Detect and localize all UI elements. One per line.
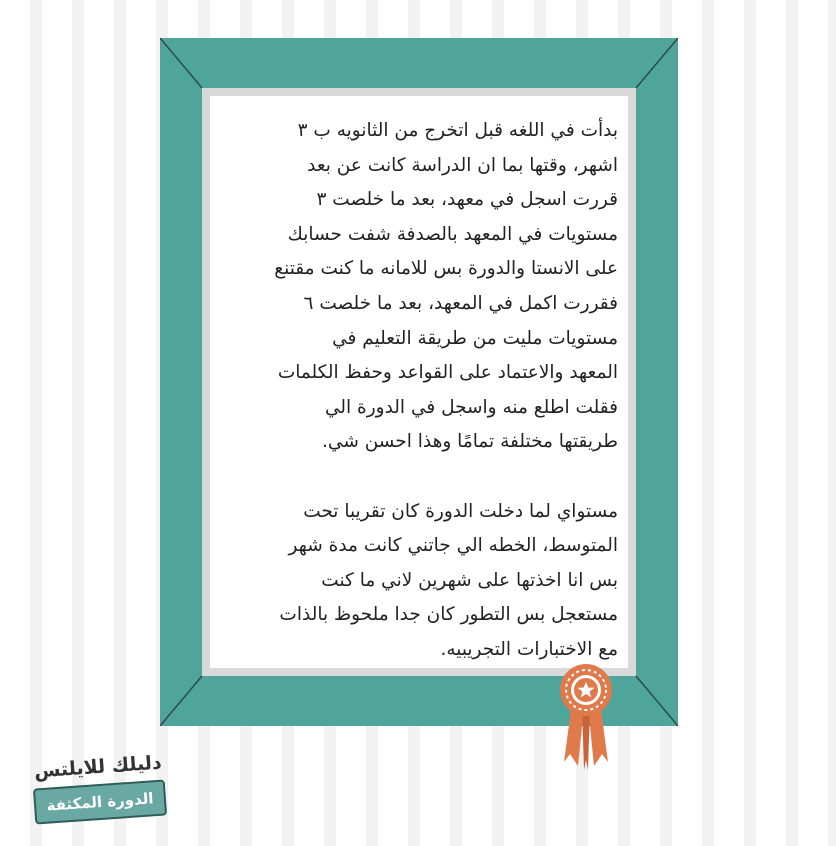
award-ribbon-icon — [558, 662, 614, 774]
testimonial-line: على الانستا والدورة بس للامانه ما كنت مقتنع — [274, 258, 618, 280]
testimonial-line: بدأت في اللغه قبل اتخرج من الثانويه ب ٣ — [297, 120, 618, 141]
testimonial-line: مستواي لما دخلت الدورة كان تقريبا تحت — [303, 500, 618, 522]
testimonial-line: اشهر، وقتها بما ان الدراسة كانت عن بعد — [307, 154, 618, 176]
testimonial-line: فقلت اطلع منه واسجل في الدورة الي — [324, 396, 618, 418]
testimonial-line: مع الاختبارات التجريبيه. — [440, 638, 618, 660]
testimonial-line: مستعجل بس التطور كان جدا ملحوظ بالذات — [279, 604, 618, 626]
testimonial-line: مستويات في المعهد بالصدفة شفت حسابك — [287, 223, 618, 245]
testimonial-line: طريقتها مختلفة تمامًا وهذا احسن شي. — [322, 431, 618, 453]
testimonial-line: قررت اسجل في معهد، بعد ما خلصت ٣ — [316, 189, 618, 211]
testimonial-line: المتوسط، الخطه الي جاتني كانت مدة شهر — [288, 535, 618, 557]
testimonial-line: مستويات مليت من طريقة التعليم في — [332, 327, 618, 349]
testimonial-line: بس انا اخذتها على شهرين لاني ما كنت — [321, 569, 618, 591]
testimonial-line: فقررت اكمل في المعهد، بعد ما خلصت ٦ — [303, 292, 618, 314]
testimonial-line: المعهد والاعتماد على القواعد وحفظ الكلمات — [277, 362, 618, 384]
logo-badge: الدورة المكثفة — [33, 779, 167, 824]
logo-title: دليلك للايلتس — [33, 751, 163, 783]
testimonial-text — [222, 114, 618, 668]
brand-logo — [28, 751, 170, 832]
